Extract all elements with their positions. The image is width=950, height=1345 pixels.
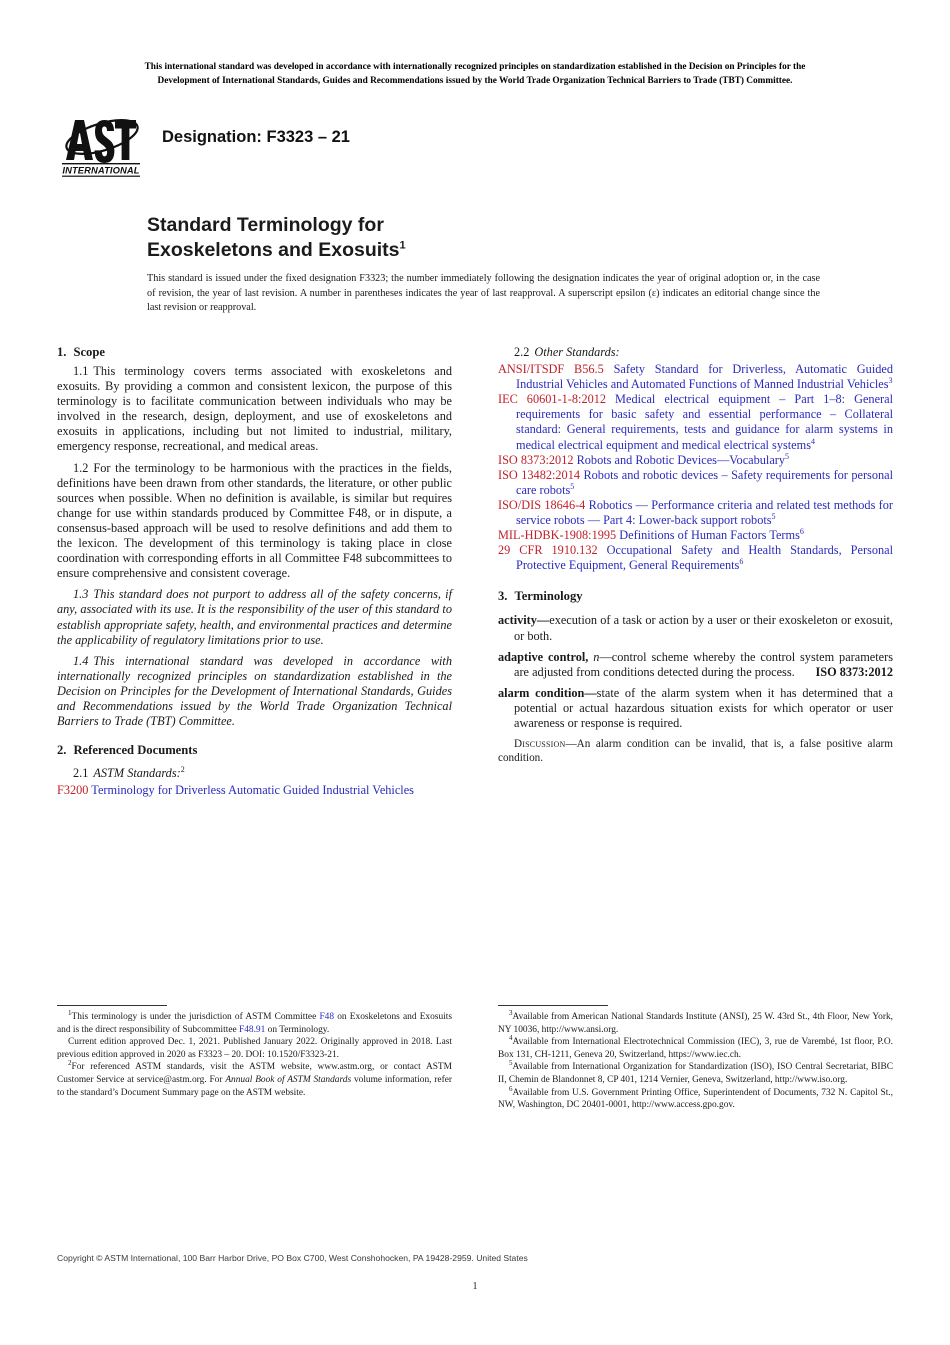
subsection-2-2-number: 2.2: [514, 345, 530, 359]
footnote-1-text-a: This terminology is under the jurisdiction of ASTM Committee: [71, 1012, 320, 1022]
issued-under-note: This standard is issued under the fixed designation F3323; the number immediately following the designation indicates the year of original adoption or, in the case of revision, the year of last revision. A number in parentheses indicates the year of last reapproval. A superscript epsilon (ε) indicates an editorial change since the last revision or reapproval.: [147, 273, 820, 314]
other-reference-title[interactable]: Robots and Robotic Devices—Vocabulary: [576, 452, 786, 467]
term-part-of-speech: n: [593, 649, 600, 664]
svg-text:INTERNATIONAL: INTERNATIONAL: [62, 164, 140, 176]
footnote-4: [498, 1036, 893, 1061]
tbt-banner-line-1: This international standard was developed in accordance with internationally recognized principles on standardization established in the Decision on Principles for the: [144, 62, 806, 72]
other-reference-item[interactable]: [498, 362, 893, 392]
other-reference-marker: 5: [785, 451, 790, 461]
right-footnotes: [498, 1005, 893, 1112]
footnote-5-text: Available from International Organization for Standardization (ISO), ISO Central Secretariat, BIBC II, Chemin de Blandonnet 8, CP 401, 1214 Vernier, Geneva, Switzerland, http://www.iso.org.: [498, 1062, 893, 1085]
astm-reference-title[interactable]: Terminology for Driverless Automatic Guided Industrial Vehicles: [91, 783, 414, 798]
footnote-3-text: Available from American National Standards Institute (ANSI), 25 W. 43rd St., 4th Floor, New York, NY 10036, http://www.ansi.org.: [498, 1012, 893, 1035]
other-reference-marker: 3: [888, 376, 893, 386]
astm-logo-icon: [62, 112, 140, 178]
subsection-2-1-label: ASTM Standards:: [93, 766, 181, 781]
tbt-banner-line-2: Development of International Standards, Guides and Recommendations issued by the World Trade Organization Technical Barriers to Trade (TBT) Committee.: [157, 76, 793, 86]
terminology-section-title: Terminology: [514, 589, 583, 604]
scope-section-title: Scope: [73, 345, 105, 359]
designation-label: Designation: F3323 – 21: [162, 128, 350, 146]
footnote-2-text-b: volume information, refer to the standard’s Document Summary page on the ASTM website.: [57, 1074, 452, 1098]
terminology-entry: [498, 686, 893, 731]
footnote-1-text-c: on Terminology.: [265, 1024, 330, 1035]
paragraph-1-4-text: This international standard was developed in accordance with internationally recognized principles on standardization established in the Decision on Principles for the Development of International Standards, Guides and Recommendations issued by the World Trade Organization Technical Barriers to Trade (TBT) Committee.: [57, 653, 452, 729]
other-reference-title[interactable]: Medical electrical equipment – Part 1–8: General requirements for basic safety and essential performance – Collateral standard: General requirements, tests and guidance for alarm systems in medical electrical equipment and medical electrical systems: [516, 392, 893, 452]
paragraph-1-3-number: 1.3: [73, 587, 89, 602]
other-reference-marker: 5: [570, 481, 575, 491]
other-reference-title[interactable]: Robotics — Performance criteria and related test methods for service robots — Part 4: Lower-back support robots: [516, 497, 894, 528]
astm-reference-item[interactable]: [57, 783, 452, 798]
other-reference-item[interactable]: [498, 528, 893, 543]
footnote-3: [498, 1008, 893, 1036]
other-reference-marker: 4: [811, 436, 815, 446]
paragraph-1-1: [57, 364, 452, 455]
refdocs-section-title: Referenced Documents: [73, 743, 198, 758]
tbt-banner: [57, 60, 893, 88]
other-reference-item[interactable]: [498, 543, 893, 573]
footnote-current-edition: Current edition approved Dec. 1, 2021. Published January 2022. Originally approved in 2018. Last previous edition approved in 2020 as F3323 – 20. DOI: 10.1520/F3323-21.: [57, 1037, 452, 1060]
footnote-2-text-a: For referenced ASTM standards, visit the ASTM website, www.astm.org, or contact ASTM Customer Service at service@astm.org. For: [57, 1062, 452, 1085]
footnote-1: [57, 1008, 453, 1036]
other-reference-item[interactable]: [498, 392, 893, 452]
paragraph-1-1-number: 1.1: [73, 364, 89, 378]
logo-and-designation: [62, 112, 350, 178]
other-reference-title[interactable]: Occupational Safety and Health Standards, Personal Protective Equipment, General Requirements: [516, 543, 894, 573]
paragraph-1-4: [57, 654, 452, 729]
footnote-subcommittee-link[interactable]: F48.91: [239, 1024, 266, 1035]
other-reference-marker: 5: [771, 511, 776, 521]
footnote-5: [498, 1061, 893, 1086]
other-reference-marker: 6: [739, 557, 744, 567]
section-heading-terminology: [498, 589, 893, 604]
footnote-5-marker: 5: [509, 1059, 513, 1068]
paragraph-1-2-text: For the terminology to be harmonious with the practices in the fields, definitions have been drawn from other standards, the literature, or other public sources when possible. When no definition is available, is similar but requires change for use within standards produced by Committee F48, or in dispute, a consensus-based approach will be used to resolve definitions and add them to the lexicon. The development of this terminology is taking place in close coordination with corresponding efforts in all Committee F48 subcommittees to ensure comprehensive and consistent coverage.: [57, 460, 452, 581]
other-reference-designation[interactable]: ISO/DIS 18646-4: [498, 497, 586, 512]
right-column: [498, 345, 893, 772]
footnote-rule: [498, 1005, 608, 1006]
footnote-2: [57, 1061, 452, 1099]
other-reference-designation[interactable]: ISO 13482:2014: [498, 467, 581, 482]
paragraph-1-4-number: 1.4: [73, 653, 89, 668]
other-reference-marker: 6: [799, 527, 804, 537]
footnote-2-marker: 2: [68, 1059, 72, 1068]
terminology-entry: [498, 613, 893, 643]
subsection-2-2: [498, 345, 893, 360]
footnote-2-italic: Annual Book of ASTM Standards: [225, 1074, 352, 1085]
other-reference-designation[interactable]: IEC 60601-1-8:2012: [498, 392, 607, 407]
discussion-text: —An alarm condition can be invalid, that is, a false positive alarm condition.: [498, 738, 893, 765]
page-number: 1: [472, 1281, 478, 1292]
title-line-1: Standard Terminology for: [147, 214, 384, 237]
paragraph-1-3-text: This standard does not purport to address all of the safety concerns, if any, associated with its use. It is the responsibility of the user of this standard to establish appropriate safety, health, and environmental practices and determine the applicability of regulatory limitations prior to use.: [57, 587, 452, 647]
discussion-label: Discussion: [514, 738, 566, 751]
footnote-6-marker: 6: [509, 1084, 513, 1093]
copyright-notice: Copyright © ASTM International, 100 Barr Harbor Drive, PO Box C700, West Conshohocken, PA 19428-2959. United States: [57, 1253, 528, 1263]
left-column: [57, 345, 452, 798]
section-heading-scope: [57, 345, 452, 360]
scope-section-number: 1.: [57, 345, 67, 359]
left-footnotes: [57, 1005, 452, 1099]
other-reference-title[interactable]: Robots and robotic devices – Safety requirements for personal care robots: [516, 467, 893, 497]
subsection-2-2-label: Other Standards:: [534, 345, 620, 359]
paragraph-1-1-text: This terminology covers terms associated with exoskeletons and exosuits. By providing a common and consistent lexicon, the purpose of this terminology is to facilitate communication between individuals who may be involved in the research, design, deployment, and use of exoskeletons and exosuits in applications, including but not limited to industrial, military, emergency response, recreational, and medical areas.: [57, 364, 452, 454]
page-title: [147, 213, 647, 263]
footnote-6: [498, 1084, 893, 1112]
refdocs-section-number: 2.: [57, 743, 67, 758]
term-definition: —control scheme whereby the control system parameters are adjusted from conditions detected during the process.: [514, 649, 893, 679]
paragraph-1-2-number: 1.2: [73, 460, 89, 475]
other-reference-designation[interactable]: ANSI/ITSDF B56.5: [498, 362, 604, 377]
footnote-6-text: Available from U.S. Government Printing Office, Superintendent of Documents, 732 N. Capitol St., NW, Washington, DC 20401-0001, http://www.access.gpo.gov.: [498, 1087, 893, 1111]
subsection-2-1-number: 2.1: [73, 766, 89, 781]
subsection-2-1: [57, 766, 452, 781]
title-footnote-marker: 1: [399, 239, 406, 252]
footnote-4-text: Available from International Electrotechnical Commission (IEC), 3, rue de Varembé, 1st floor, P.O. Box 131, CH-1211, Geneva 20, Switzerland, https://www.iec.ch.: [498, 1037, 893, 1060]
footnote-rule: [57, 1005, 167, 1006]
footnote-1-text-b: on Exoskeletons and Exosuits and is the direct responsibility of Subcommittee: [57, 1012, 453, 1035]
subsection-2-1-marker: 2: [180, 765, 185, 775]
term-discussion: [498, 737, 893, 766]
other-reference-designation[interactable]: ISO 8373:2012: [498, 452, 574, 467]
terminology-entry: [498, 650, 893, 680]
term-name: adaptive control,: [498, 649, 589, 664]
paragraph-1-2: [57, 461, 452, 582]
term-source: ISO 8373:2012: [815, 664, 893, 679]
paragraph-1-3: [57, 587, 452, 647]
footnote-4-marker: 4: [509, 1034, 513, 1043]
other-reference-item[interactable]: [498, 453, 893, 468]
section-heading-referenced-documents: [57, 743, 452, 758]
other-reference-title[interactable]: Safety Standard for Driverless, Automatic Guided Industrial Vehicles and Automated Functions of Manned Industrial Vehicles: [516, 362, 893, 392]
footnote-3-marker: 3: [509, 1008, 513, 1017]
other-reference-designation[interactable]: 29 CFR 1910.132: [498, 543, 598, 558]
other-reference-title[interactable]: Definitions of Human Factors Terms: [619, 528, 800, 543]
other-reference-item[interactable]: [498, 468, 893, 498]
footnote-committee-link[interactable]: F48: [319, 1012, 335, 1022]
term-definition: state of the alarm system when it has determined that a potential or actual hazardous situation exists for which operator or user awareness or response is required.: [514, 685, 893, 730]
term-definition: execution of a task or action by a user or their exoskeleton or exosuit, or both.: [514, 613, 893, 643]
other-reference-item[interactable]: [498, 498, 893, 528]
term-name: alarm condition—: [498, 685, 597, 700]
term-name: activity—: [498, 613, 550, 628]
footnote-1-marker: 1: [68, 1008, 72, 1017]
astm-reference-designation[interactable]: F3200: [57, 783, 89, 798]
terminology-section-number: 3.: [498, 589, 508, 604]
other-reference-designation[interactable]: MIL-HDBK-1908:1995: [498, 528, 617, 543]
title-line-2: Exoskeletons and Exosuits: [147, 239, 400, 262]
